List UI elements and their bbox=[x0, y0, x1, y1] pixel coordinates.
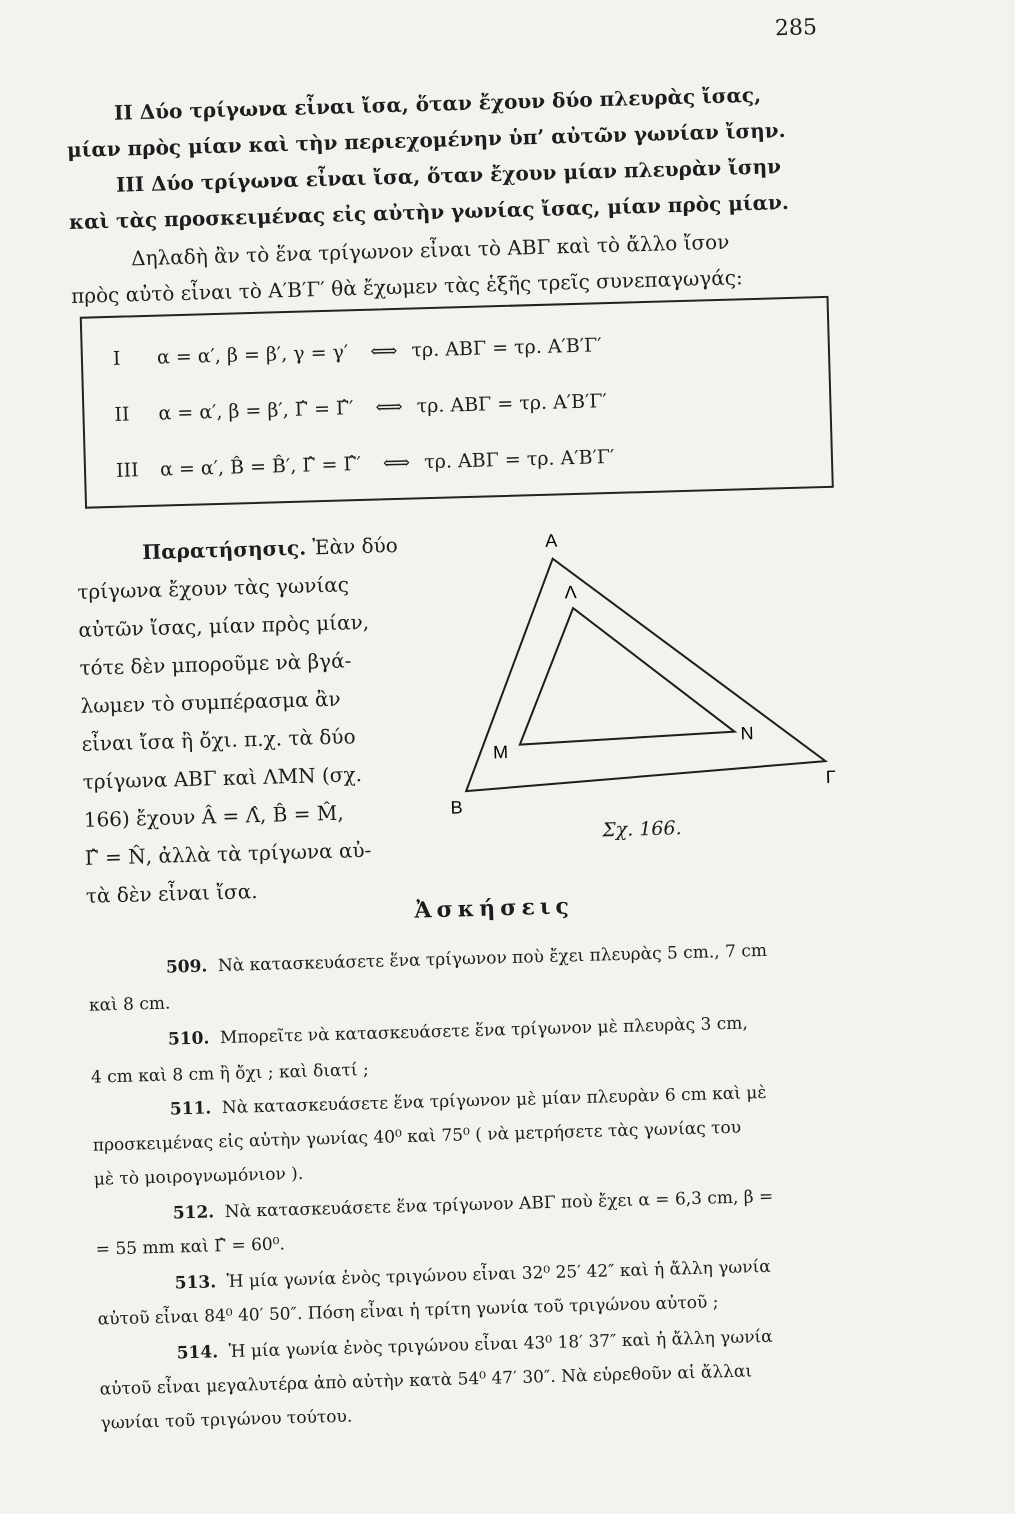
intro-line-2: πρὸς αὐτὸ εἶναι τὸ Α′Β′Γ′ θὰ ἔχωμεν τὰς ἑξῆς τρεῖς συνεπαγωγάς: bbox=[70, 265, 743, 309]
vertex-label-l: Λ bbox=[564, 582, 577, 603]
remark-line: αὐτῶν ἴσας, μίαν πρὸς μίαν, bbox=[78, 609, 370, 642]
exercise-511 bbox=[170, 1083, 767, 1120]
remark-line: τρίγωνα ἔχουν τὰς γωνίας bbox=[77, 572, 350, 604]
exercise-number: 510. bbox=[167, 1028, 210, 1050]
remark-line: εἶναι ἴσα ἢ ὄχι. π.χ. τὰ δύο bbox=[81, 724, 356, 756]
implication-row bbox=[116, 446, 615, 482]
remark-heading: Παρατήσησις. bbox=[141, 535, 307, 565]
exercise-text: Ἡ μία γωνία ἑνὸς τριγώνου εἶναι 43⁰ 18′ 37″ καὶ ἡ ἄλλη γωνία bbox=[228, 1326, 773, 1363]
row-result: τρ. ΑΒΓ = τρ. Α′Β′Γ′ bbox=[416, 390, 608, 418]
remark-line: τρίγωνα ΑΒΓ καὶ ΛΜΝ (σχ. bbox=[82, 762, 363, 794]
remark-line: Γ̂ = N̂, ἀλλὰ τὰ τρίγωνα αὐ- bbox=[84, 837, 372, 870]
vertex-label-g: Γ bbox=[825, 766, 837, 788]
row-condition: α = α′, B̂ = B̂′, Γ̂ = Γ̂′ bbox=[159, 452, 362, 481]
exercise-text-cont: μὲ τὸ μοιρογνωμόνιον ). bbox=[93, 1163, 304, 1190]
remark-line: τὰ δὲν εἶναι ἴσα. bbox=[85, 879, 258, 908]
remark-first-line bbox=[142, 533, 398, 564]
exercise-text-cont: αὐτοῦ εἶναι 84⁰ 40′ 50″. Πόση εἶναι ἡ τρίτη γωνία τοῦ τριγώνου αὐτοῦ ; bbox=[97, 1292, 719, 1330]
vertex-label-b: Β bbox=[450, 797, 463, 818]
exercise-512 bbox=[173, 1187, 774, 1224]
exercise-510 bbox=[168, 1013, 748, 1049]
exercise-text-cont: αὐτοῦ εἶναι μεγαλυτέρα ἀπὸ αὐτὴν κατὰ 54⁰ 47′ 30″. Νὰ εὑρεθοῦν αἱ ἄλλαι bbox=[99, 1361, 753, 1400]
vertex-label-n: Ν bbox=[740, 723, 754, 744]
remark-line: τότε δὲν μποροῦμε νὰ βγά- bbox=[79, 648, 352, 680]
exercise-number: 509. bbox=[165, 956, 208, 978]
exercise-text: Νὰ κατασκευάσετε ἕνα τρίγωνον μὲ μίαν πλευρὰν 6 cm καὶ μὲ bbox=[221, 1082, 767, 1119]
exercise-514 bbox=[176, 1327, 772, 1364]
theorem-3-line-1: ΙΙΙ Δύο τρίγωνα εἶναι ἴσα, ὅταν ἔχουν μίαν πλευρὰν ἴσην bbox=[115, 154, 782, 197]
exercise-number: 512. bbox=[172, 1202, 215, 1224]
theorem-2-line-2: μίαν πρὸς μίαν καὶ τὴν περιεχομένην ὑπ’ αὐτῶν γωνίαν ἴσην. bbox=[66, 117, 786, 163]
theorem-3-line-2: καὶ τὰς προσκειμένας εἰς αὐτὴν γωνίας ἴσας, μίαν πρὸς μίαν. bbox=[68, 189, 790, 235]
exercise-text-cont: = 55 mm καὶ Γ̂ = 60⁰. bbox=[95, 1234, 286, 1260]
exercise-text-cont: προσκειμένας εἰς αὐτὴν γωνίας 40⁰ καὶ 75⁰ ( νὰ μετρήσετε τὰς γωνίας του bbox=[92, 1117, 742, 1156]
exercise-text-cont: γωνίαι τοῦ τριγώνου τούτου. bbox=[100, 1406, 353, 1434]
exercise-number: 514. bbox=[176, 1342, 219, 1364]
exercise-text: Ἡ μία γωνία ἑνὸς τριγώνου εἶναι 32⁰ 25′ 42″ καὶ ἡ ἄλλη γωνία bbox=[226, 1256, 771, 1293]
exercise-text: Μπορεῖτε νὰ κατασκευάσετε ἕνα τρίγωνον μὲ πλευρὰς 3 cm, bbox=[219, 1013, 749, 1049]
row-condition: α = α′, β = β′, Γ̂ = Γ̂′ bbox=[158, 397, 354, 425]
exercises-title: Ἀσκήσεις bbox=[414, 893, 575, 924]
page-number: 285 bbox=[774, 15, 818, 42]
vertex-label-a: Α bbox=[544, 530, 558, 551]
remark-line: 166) ἔχουν Â = Λ̂, B̂ = M̂, bbox=[83, 800, 345, 832]
implications-box bbox=[80, 296, 834, 509]
exercise-text: Νὰ κατασκευάσετε ἕνα τρίγωνον ΑΒΓ ποὺ ἔχει α = 6,3 cm, β = bbox=[224, 1186, 774, 1223]
row-condition: α = α′, β = β′, γ = γ′ bbox=[156, 341, 349, 369]
row-label: Ι bbox=[112, 347, 121, 370]
equivalence-arrow: ⟺ bbox=[369, 339, 398, 363]
inner-triangle-lmn bbox=[516, 604, 735, 745]
equivalence-arrow: ⟺ bbox=[382, 451, 411, 475]
outer-triangle-abg bbox=[460, 551, 826, 791]
remark-line: λωμεν τὸ συμπέρασμα ἂν bbox=[80, 686, 341, 718]
implication-row bbox=[114, 390, 607, 426]
triangle-figure bbox=[439, 511, 848, 842]
figure-caption: Σχ. 166. bbox=[601, 817, 682, 842]
row-label: ΙΙΙ bbox=[115, 459, 139, 482]
exercise-text: Νὰ κατασκευάσετε ἕνα τρίγωνον ποὺ ἔχει πλευρὰς 5 cm., 7 cm bbox=[217, 940, 768, 977]
exercise-text-cont: 4 cm καὶ 8 cm ἢ ὄχι ; καὶ διατί ; bbox=[90, 1060, 369, 1088]
theorem-2-line-1: ΙΙ Δύο τρίγωνα εἶναι ἴσα, ὅταν ἔχουν δύο πλευρὰς ἴσας, bbox=[113, 82, 762, 125]
row-label: ΙΙ bbox=[114, 403, 130, 426]
exercise-509 bbox=[166, 941, 768, 978]
row-result: τρ. ΑΒΓ = τρ. Α′Β′Γ′ bbox=[423, 445, 615, 474]
exercise-text-cont: καὶ 8 cm. bbox=[88, 993, 171, 1016]
equivalence-arrow: ⟺ bbox=[375, 395, 404, 419]
intro-line-1: Δηλαδὴ ἂν τὸ ἕνα τρίγωνον εἶναι τὸ ΑΒΓ καὶ τὸ ἄλλο ἴσον bbox=[130, 229, 730, 271]
exercise-513 bbox=[174, 1257, 770, 1294]
row-result: τρ. ΑΒΓ = τρ. Α′Β′Γ′ bbox=[411, 334, 602, 362]
implication-row bbox=[113, 334, 602, 370]
remark-text: Ἐὰν δύο bbox=[305, 532, 399, 560]
exercise-number: 511. bbox=[169, 1098, 212, 1120]
vertex-label-m: Μ bbox=[492, 741, 509, 763]
exercise-number: 513. bbox=[174, 1272, 217, 1294]
